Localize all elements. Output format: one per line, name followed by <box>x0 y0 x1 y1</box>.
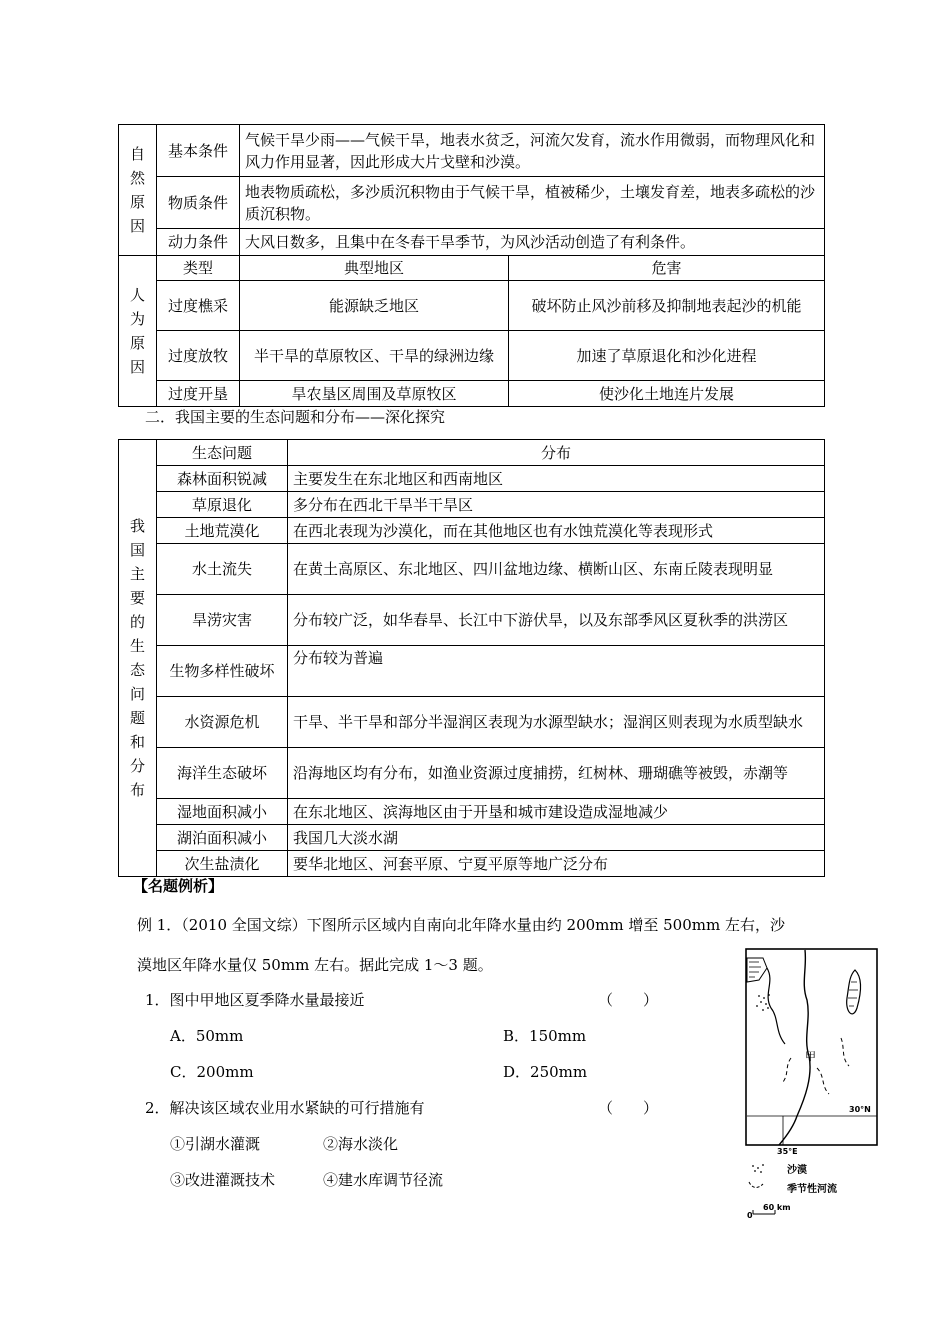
problem-cell: 水资源危机 <box>157 697 288 748</box>
distribution-cell: 分布较为普遍 <box>288 646 825 697</box>
question-1-answer-bracket[interactable]: （ ） <box>598 991 659 1009</box>
question-2-answer-bracket[interactable]: （ ） <box>598 1099 659 1117</box>
distribution-cell: 在东北地区、滨海地区由于开垦和城市建设造成湿地减少 <box>288 799 825 825</box>
legend-river-symbol <box>749 1182 763 1188</box>
distribution-cell: 我国几大淡水湖 <box>288 825 825 851</box>
problem-cell: 湖泊面积减小 <box>157 825 288 851</box>
example-intro-line-1: 例 1．（2010 全国文综）下图所示区域内自南向北年降水量由约 200mm 增至 500mm 左右，沙 <box>137 916 785 934</box>
distribution-cell: 干旱、半干旱和部分半湿润区表现为水源型缺水；湿润区则表现为水质型缺水 <box>288 697 825 748</box>
eco-problems-table <box>118 439 825 877</box>
human-harm: 加速了草原退化和沙化进程 <box>509 331 825 381</box>
header-problem: 生态问题 <box>157 440 288 466</box>
human-type: 过度放牧 <box>157 331 240 381</box>
section-2-title: 二．我国主要的生态问题和分布——深化探究 <box>145 408 446 426</box>
human-type: 过度樵采 <box>157 281 240 331</box>
place-label-jia: 甲 <box>805 1050 816 1063</box>
q2-option-2[interactable]: ②海水淡化 <box>323 1135 399 1153</box>
legend-desert-label: 沙漠 <box>787 1165 807 1176</box>
q2-option-4[interactable]: ④建水库调节径流 <box>323 1171 444 1189</box>
eco-problems-side-label: 我 国 主 要 的 生 态 问 题 和 分 布 <box>119 440 157 877</box>
q1-option-a[interactable]: A．50mm <box>170 1027 244 1045</box>
longitude-label: 35°E <box>777 1147 798 1156</box>
problem-cell: 旱涝灾害 <box>157 595 288 646</box>
legend-desert-symbol <box>752 1164 764 1173</box>
human-region: 半干旱的草原牧区、干旱的绿洲边缘 <box>240 331 509 381</box>
condition-material: 物质条件 <box>157 177 240 229</box>
q1-option-c[interactable]: C．200mm <box>170 1063 254 1081</box>
distribution-cell: 沿海地区均有分布，如渔业资源过度捕捞，红树林、珊瑚礁等被毁，赤潮等 <box>288 748 825 799</box>
condition-dynamic-desc: 大风日数多，且集中在冬春干旱季节，为风沙活动创造了有利条件。 <box>240 229 825 256</box>
scale-zero: 0 <box>747 1211 753 1220</box>
question-1: 1．图中甲地区夏季降水量最接近 <box>145 991 365 1009</box>
legend-river-label: 季节性河流 <box>787 1184 837 1195</box>
human-region: 能源缺乏地区 <box>240 281 509 331</box>
condition-dynamic: 动力条件 <box>157 229 240 256</box>
problem-cell: 湿地面积减小 <box>157 799 288 825</box>
condition-basic: 基本条件 <box>157 125 240 177</box>
latitude-label: 30°N <box>849 1105 871 1114</box>
distribution-cell: 分布较广泛，如华春旱、长江中下游伏旱，以及东部季风区夏秋季的洪涝区 <box>288 595 825 646</box>
condition-basic-desc: 气候干旱少雨——气候干旱，地表水贫乏，河流欠发育，流水作用微弱，而物理风化和风力作用显著，因此形成大片戈壁和沙漠。 <box>240 125 825 177</box>
header-region: 典型地区 <box>240 256 509 281</box>
header-distribution: 分布 <box>288 440 825 466</box>
header-type: 类型 <box>157 256 240 281</box>
distribution-cell: 在西北表现为沙漠化，而在其他地区也有水蚀荒漠化等表现形式 <box>288 518 825 544</box>
problem-cell: 草原退化 <box>157 492 288 518</box>
problem-cell: 土地荒漠化 <box>157 518 288 544</box>
human-region: 旱农垦区周围及草原牧区 <box>240 381 509 407</box>
natural-causes-label: 自 然 原 因 <box>119 125 157 256</box>
region-map <box>745 948 880 1228</box>
header-harm: 危害 <box>509 256 825 281</box>
causes-table <box>118 124 825 407</box>
distribution-cell: 主要发生在东北地区和西南地区 <box>288 466 825 492</box>
problem-cell: 水土流失 <box>157 544 288 595</box>
problem-cell: 海洋生态破坏 <box>157 748 288 799</box>
scale-label: 60 km <box>763 1203 791 1212</box>
problem-cell: 生物多样性破坏 <box>157 646 288 697</box>
question-2: 2．解决该区域农业用水紧缺的可行措施有 <box>145 1099 425 1117</box>
distribution-cell: 多分布在西北干旱半干旱区 <box>288 492 825 518</box>
q2-option-1[interactable]: ①引湖水灌溉 <box>170 1135 261 1153</box>
problem-cell: 森林面积锐减 <box>157 466 288 492</box>
problem-cell: 次生盐渍化 <box>157 851 288 877</box>
human-harm: 破坏防止风沙前移及抑制地表起沙的机能 <box>509 281 825 331</box>
distribution-cell: 在黄土高原区、东北地区、四川盆地边缘、横断山区、东南丘陵表现明显 <box>288 544 825 595</box>
condition-material-desc: 地表物质疏松，多沙质沉积物由于气候干旱，植被稀少，土壤发育差，地表多疏松的沙质沉积物。 <box>240 177 825 229</box>
q2-option-3[interactable]: ③改进灌溉技术 <box>170 1171 276 1189</box>
human-causes-label: 人 为 原 因 <box>119 256 157 407</box>
distribution-cell: 要华北地区、河套平原、宁夏平原等地广泛分布 <box>288 851 825 877</box>
q1-option-b[interactable]: B．150mm <box>503 1027 587 1045</box>
human-type: 过度开垦 <box>157 381 240 407</box>
human-harm: 使沙化土地连片发展 <box>509 381 825 407</box>
q1-option-d[interactable]: D．250mm <box>503 1063 588 1081</box>
example-heading: 【名题例析】 <box>133 877 224 895</box>
example-intro-line-2: 漠地区年降水量仅 50mm 左右。据此完成 1～3 题。 <box>137 956 493 974</box>
